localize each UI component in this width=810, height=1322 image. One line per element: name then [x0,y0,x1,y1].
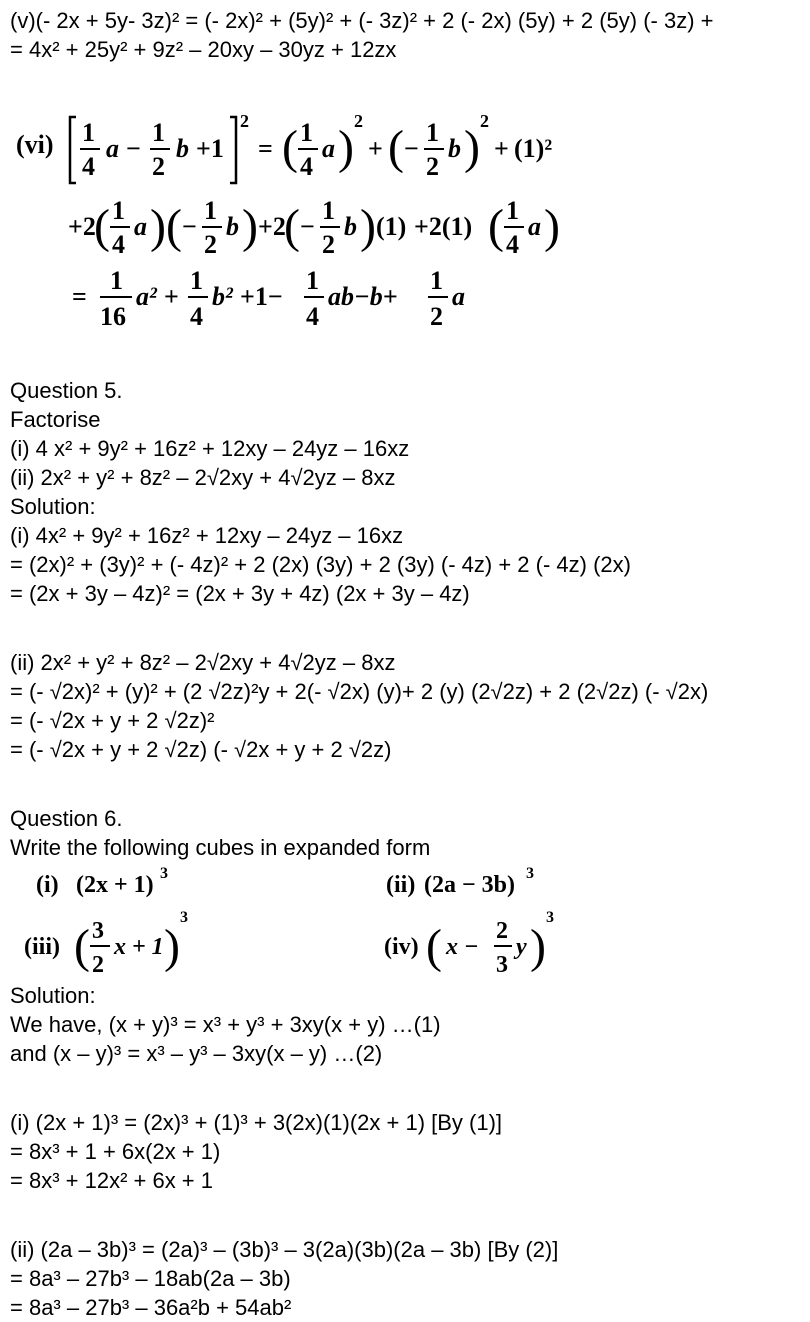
svg-text:+2(1): +2(1) [414,212,473,241]
svg-text:b: b [448,134,461,163]
svg-text:+: + [368,134,383,163]
svg-text:1: 1 [110,266,123,295]
svg-text:(ii): (ii) [386,872,416,898]
svg-text:(1)²: (1)² [514,134,553,163]
svg-text:3: 3 [92,918,104,944]
svg-text:(2a − 3b): (2a − 3b) [424,872,516,898]
solution-6-ii-1: (ii) (2a – 3b)³ = (2a)³ – (3b)³ – 3(2a)(3b)(2a – 3b) [By (2)] [10,1237,559,1262]
svg-text:b²: b² [212,282,233,311]
svg-text:2: 2 [426,152,439,181]
solution-label: Solution: [10,494,96,519]
svg-text:+1: +1 [196,134,224,163]
solution-6-i-2: = 8x³ + 1 + 6x(2x + 1) [10,1139,221,1164]
svg-text:): ) [360,200,376,253]
svg-text:2: 2 [480,111,489,131]
svg-text:): ) [150,200,166,253]
part-v-line-1: (v)(- 2x + 5y- 3z)² = (- 2x)² + (5y)² + (- 3z)² + 2 (- 2x) (5y) + 2 (5y) (- 3z) + [10,8,714,33]
svg-text:2: 2 [430,302,443,331]
question-5-ii: (ii) 2x² + y² + 8z² – 2√2xy + 4√2yz – 8xz [10,465,396,490]
svg-text:2: 2 [204,230,217,259]
svg-text:1: 1 [204,196,217,225]
svg-text:): ) [164,920,180,973]
svg-text:): ) [530,920,546,973]
part-v-line-2: = 4x² + 25y² + 9z² – 20xy – 30yz + 12zx [10,37,397,62]
solution-5-i-2: = (2x)² + (3y)² + (- 4z)² + 2 (2x) (3y) + 2 (3y) (- 4z) + 2 (- 4z) (2x) [10,552,631,577]
svg-text:1: 1 [152,118,165,147]
question-6-prompt: Write the following cubes in expanded form [10,835,431,860]
solution-6-have-2: and (x – y)³ = x³ – y³ – 3xy(x – y) …(2) [10,1041,383,1066]
svg-text:1: 1 [430,266,443,295]
question-5-title: Question 5. [10,378,123,403]
solution-5-ii-1: (ii) 2x² + y² + 8z² – 2√2xy + 4√2yz – 8xz [10,650,396,675]
question-6-cubes [0,862,600,982]
svg-text:+: + [164,282,179,311]
svg-text:16: 16 [100,302,126,331]
svg-text:y: y [516,934,527,960]
svg-text:−: − [126,134,141,163]
svg-text:x + 1: x + 1 [114,934,164,960]
svg-text:+2: +2 [258,212,286,241]
svg-text:4: 4 [112,230,125,259]
svg-text:2: 2 [240,111,249,131]
svg-text:(: ( [74,920,90,973]
svg-text:2: 2 [152,152,165,181]
solution-6-i-3: = 8x³ + 12x² + 6x + 1 [10,1168,214,1193]
solution-5-ii-3: = (- √2x + y + 2 √2z)² [10,708,215,733]
svg-text:4: 4 [506,230,519,259]
svg-text:1: 1 [506,196,519,225]
solution-5-i-1: (i) 4x² + 9y² + 16z² + 12xy – 24yz – 16xz [10,523,404,548]
svg-text:ab−b+: ab−b+ [328,282,398,311]
svg-text:(2x + 1): (2x + 1) [76,872,154,898]
svg-text:a: a [528,212,541,241]
svg-text:2: 2 [92,952,104,978]
svg-text:1: 1 [300,118,313,147]
svg-text:=: = [72,282,87,311]
svg-text:−: − [182,212,197,241]
svg-text:2: 2 [496,918,508,944]
svg-text:3: 3 [496,952,508,978]
svg-text:a: a [322,134,335,163]
svg-text:(: ( [282,121,298,174]
svg-text:−: − [404,134,419,163]
svg-text:): ) [338,121,354,174]
svg-text:+1−: +1− [240,282,283,311]
svg-text:2: 2 [322,230,335,259]
svg-text:3: 3 [526,865,534,882]
svg-text:1: 1 [322,196,335,225]
svg-text:1: 1 [306,266,319,295]
svg-text:(i): (i) [36,872,59,898]
svg-text:(: ( [94,200,110,253]
solution-6-have-1: We have, (x + y)³ = x³ + y³ + 3xy(x + y) …(1) [10,1012,441,1037]
svg-text:(1): (1) [376,212,407,241]
svg-text:(: ( [488,200,504,253]
svg-text:a: a [452,282,465,311]
vi-label: (vi) [16,130,54,159]
svg-text:): ) [242,200,258,253]
svg-text:1: 1 [190,266,203,295]
svg-text:b: b [176,134,189,163]
question-6-title: Question 6. [10,806,123,831]
svg-text:): ) [464,121,480,174]
svg-text:4: 4 [300,152,313,181]
svg-text:2: 2 [354,111,363,131]
svg-text:(: ( [166,200,182,253]
svg-text:+2: +2 [68,212,96,241]
question-5-i: (i) 4 x² + 9y² + 16z² + 12xy – 24yz – 16xz [10,436,410,461]
svg-text:a: a [106,134,119,163]
svg-text:(iii): (iii) [24,934,60,960]
solution-5-ii-4: = (- √2x + y + 2 √2z) (- √2x + y + 2 √2z) [10,737,392,762]
solution-6-ii-2: = 8a³ – 27b³ – 18ab(2a – 3b) [10,1266,291,1291]
svg-text:1: 1 [112,196,125,225]
svg-text:3: 3 [180,909,188,926]
svg-text:(: ( [284,200,300,253]
svg-text:(iv): (iv) [384,934,419,960]
svg-text:): ) [544,200,560,253]
solution-5-ii-2: = (- √2x)² + (y)² + (2 √2z)²y + 2(- √2x) (y)+ 2 (y) (2√2z) + 2 (2√2z) (- √2x) [10,679,709,704]
svg-text:4: 4 [82,152,95,181]
svg-text:x −: x − [446,934,479,960]
svg-text:4: 4 [306,302,319,331]
solution-5-i-3: = (2x + 3y – 4z)² = (2x + 3y + 4z) (2x + 3y – 4z) [10,581,470,606]
svg-text:a²: a² [136,282,157,311]
svg-text:1: 1 [426,118,439,147]
svg-text:−: − [300,212,315,241]
svg-text:=: = [258,134,273,163]
svg-text:(: ( [388,121,404,174]
svg-text:+: + [494,134,509,163]
svg-text:b: b [344,212,357,241]
solution-6-ii-3: = 8a³ – 27b³ – 36a²b + 54ab² [10,1295,292,1320]
svg-text:a: a [134,212,147,241]
svg-text:(: ( [426,920,442,973]
part-vi-math [0,105,600,350]
question-5-prompt: Factorise [10,407,101,432]
svg-text:1: 1 [82,118,95,147]
svg-text:3: 3 [160,865,168,882]
svg-text:b: b [226,212,239,241]
svg-text:3: 3 [546,909,554,926]
solution-6-i-1: (i) (2x + 1)³ = (2x)³ + (1)³ + 3(2x)(1)(2x + 1) [By (1)] [10,1110,503,1135]
svg-text:4: 4 [190,302,203,331]
solution-label-2: Solution: [10,983,96,1008]
